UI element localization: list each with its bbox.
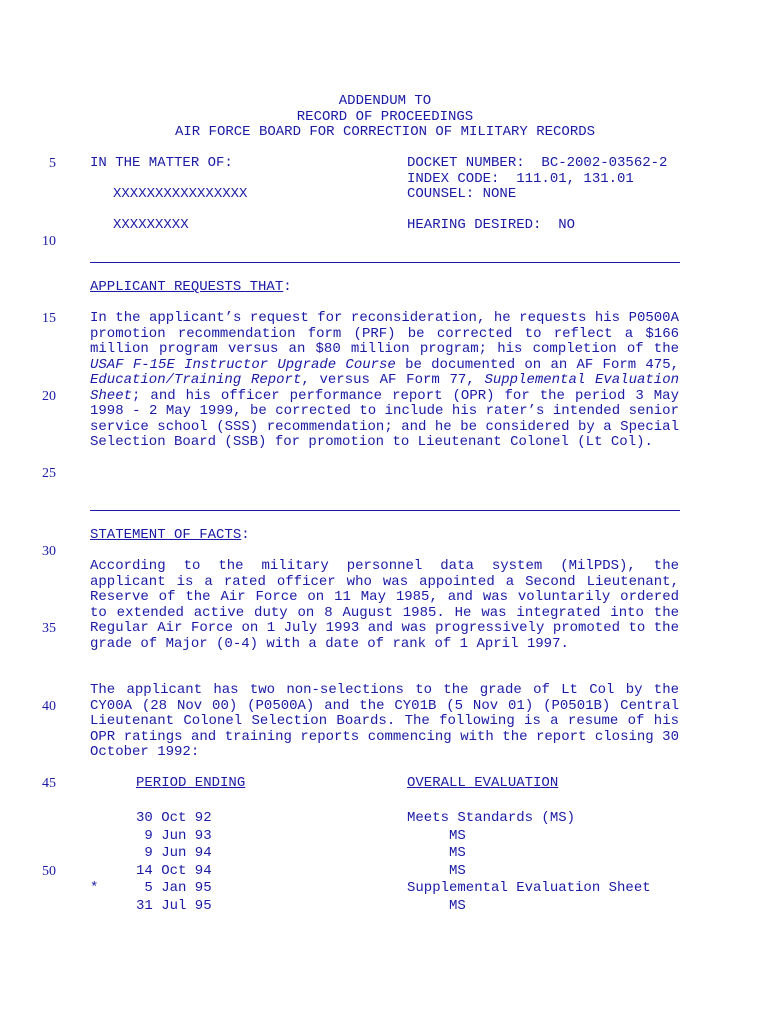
line-number: 5 <box>49 156 56 171</box>
divider <box>90 262 680 263</box>
table-row-period: 9 Jun 93 <box>136 827 212 844</box>
heading-colon: : <box>241 527 250 543</box>
matter-label: IN THE MATTER OF: <box>90 155 233 171</box>
hearing-desired: HEARING DESIRED: NO <box>407 217 576 233</box>
facts-paragraph-2: The applicant has two non-selections to the grade of Lt Col by the CY00A (28 Nov 00) (P0500A) and the CY01B (5 Nov 01) (P0501B) Central Lieutenant Colonel Selection Boards. The following is a resume of his OPR ratings and training reports commencing with the report closing 30 October 1992: <box>90 682 679 760</box>
section-heading-facts <box>90 528 250 544</box>
counsel: COUNSEL: NONE <box>407 186 517 202</box>
table-row-evaluation: MS <box>407 827 466 844</box>
table-row-evaluation: MS <box>407 897 466 914</box>
table-row-period: 9 Jun 94 <box>136 845 212 861</box>
line-number: 10 <box>42 233 56 249</box>
facts-heading-text: STATEMENT OF FACTS <box>90 527 242 543</box>
table-row-period: 5 Jan 95 <box>136 880 212 896</box>
line-number: 40 <box>42 698 56 714</box>
facts-paragraph-1: According to the military personnel data system (MilPDS), the applicant is a rated officer who was appointed a Second Lieutenant, Reserve of the Air Force on 11 May 1985, and was voluntarily ordered to extended active duty on 8 August 1985. He was integrated into the Regular Air Force on 1 July 1993 and was progressively promoted to the grade of Major (0-4) with a date of rank of 1 April 1997. <box>90 558 679 652</box>
form-title-475: Education/Training Report <box>90 372 302 388</box>
applicant-name-redacted: XXXXXXXXXXXXXXXX <box>113 186 248 202</box>
column-header-period: PERIOD ENDING <box>136 775 246 791</box>
line-number: 15 <box>42 311 56 326</box>
table-row-evaluation: Supplemental Evaluation Sheet <box>407 880 651 896</box>
table-row-evaluation: Meets Standards (MS) <box>407 810 576 826</box>
requests-heading-text: APPLICANT REQUESTS THAT <box>90 279 284 295</box>
requests-text-3: , versus AF Form 77, <box>301 372 485 388</box>
requests-text-4: ; and his officer performance report (OPR) for the period 3 May 1998 - 2 May 1999, be corrected to include his rater’s intended senior service school (SSS) recommendation; and he be considered by a Special Selection Board (SSB) for promotion to Lieutenant Colonel (Lt Col). <box>90 387 679 450</box>
title-record: RECORD OF PROCEEDINGS <box>296 108 474 125</box>
table-row-evaluation: MS <box>407 845 466 861</box>
table-row-period: 31 Jul 95 <box>136 897 212 914</box>
table-row-period: 30 Oct 92 <box>136 810 212 826</box>
section-heading-requests <box>90 280 292 296</box>
requests-text-2: be documented on an AF Form 475, <box>395 356 680 373</box>
line-number: 30 <box>42 543 56 559</box>
table-row-evaluation: MS <box>407 862 466 879</box>
table-row-period: 14 Oct 94 <box>136 862 212 879</box>
form-title-77: Supplemental Evaluation Sheet <box>90 372 679 404</box>
index-code: INDEX CODE: 111.01, 131.01 <box>407 170 634 187</box>
line-number: 20 <box>42 388 56 404</box>
table-row-mark: * <box>90 880 99 896</box>
heading-colon: : <box>283 279 292 295</box>
requests-text-1: In the applicant’s request for reconsideration, he requests his P0500A promotion recommendation form (PRF) be corrected to reflect a $166 million program versus an $80 million program; his completion of the <box>90 310 679 357</box>
column-header-evaluation: OVERALL EVALUATION <box>407 775 559 791</box>
title-board: AIR FORCE BOARD FOR CORRECTION OF MILITARY RECORDS <box>174 124 596 140</box>
line-number: 50 <box>42 864 56 879</box>
requests-paragraph <box>90 311 679 451</box>
docket-number: DOCKET NUMBER: BC-2002-03562-2 <box>407 155 668 171</box>
applicant-ssn-redacted: XXXXXXXXX <box>113 217 189 233</box>
line-number: 45 <box>42 776 56 791</box>
divider <box>90 510 680 511</box>
course-title: USAF F-15E Instructor Upgrade Course <box>90 356 396 373</box>
line-number: 35 <box>42 621 56 636</box>
title-addendum: ADDENDUM TO <box>338 93 432 109</box>
line-number: 25 <box>42 466 56 481</box>
